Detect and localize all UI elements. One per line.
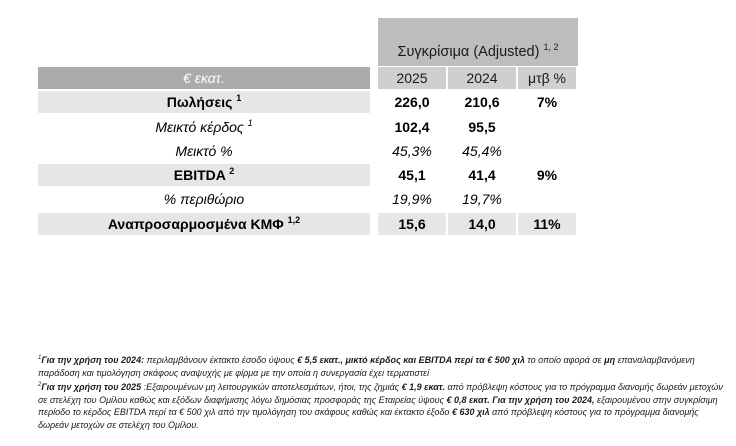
footnotes [38,352,728,431]
row-label: Αναπροσαρμοσμένα ΚΜΦ $^{1,2}$ [38,213,370,235]
value-2024: 19,7% [462,191,502,207]
value-change: 11% [518,213,576,235]
row-label: % περιθώριο [163,191,245,207]
column-header-row [38,67,578,89]
value-2024: 95,5 [468,119,496,135]
comparable-header [378,18,578,66]
table-row-ebitda [38,164,578,186]
table-row-gross-margin [38,140,578,162]
value-2025: 45,3% [392,143,432,159]
value-2025: 226,0 [394,94,430,110]
value-2024: 14,0 [448,213,516,235]
value-2024: 210,6 [464,94,500,110]
table-row-adjusted-net-profit [38,213,578,235]
units-label: € εκατ. [38,67,370,89]
row-label: EBITDA $^2$ [38,164,370,186]
comparable-title-text: Συγκρίσιμα (Adjusted) [397,43,540,60]
value-change [518,140,576,162]
value-change: 7% [536,94,558,110]
value-change [518,188,576,210]
table-row-ebitda-margin [38,188,578,210]
footnote-2: $^2$Για την χρήση του 2025 :Εξαιρουμένων μη λειτουργικών αποτελεσμάτων, ήτοι, της ζημιάς € 1,9 εκατ. από πρόβλεψη κόστους για το πρόγραμμα διανομής δωρεάν μετοχών σε στελέχη του Ομίλου καθώς και εξόδων διαφήμισης λόγω δημόσιας προσφοράς της Εταιρείας ύψους € 0,8 εκατ. Για την χρήση του 2024, εξαιρουμένου στην συγκρίσιμη περίοδο το κέρδος EBITDA περί τα € 500 χιλ από την τιμολόγηση του σκάφους καθώς και έκτακτο έξοδο € 630 χιλ από πρόβλεψη κόστους για το πρόγραμμα διανομής δωρεάν μετοχών σε στελέχη του Ομίλου. [38,382,723,430]
value-change [518,116,576,138]
value-2024: 41,4 [468,167,496,183]
row-label: Πωλήσεις $^1$ [38,91,370,113]
col-2025: 2025 [378,67,446,89]
table-row-sales [38,91,578,113]
col-2024: 2024 [448,67,516,89]
value-2024: 45,4% [462,143,502,159]
value-2025: 45,1 [398,167,426,183]
row-label: Μεικτό κέρδος $^1$ [155,118,253,135]
value-2025: 102,4 [394,119,430,135]
comparable-title-sup: 1, 2 [543,42,559,52]
comparable-title [378,42,578,60]
table-row-gross-profit [38,116,578,138]
row-label: Μεικτό % [175,143,233,159]
value-change: 9% [536,167,558,183]
value-2025: 15,6 [378,213,446,235]
value-2025: 19,9% [392,191,432,207]
col-change: μτβ % [518,67,576,89]
footnote-1: $^1$Για την χρήση του 2024: περιλαμβάνουν έκτακτο έσοδο ύψους € 5,5 εκατ., μικτό κέρδος και EBITDA περί τα € 500 χιλ το οποίο αφορά σε μη επαναλαμβανόμενη παράδοση και τιμολόγηση σκάφους αναψυχής με φίρμα με την οποία η συνεργασία έχει τερματιστεί [38,355,695,378]
